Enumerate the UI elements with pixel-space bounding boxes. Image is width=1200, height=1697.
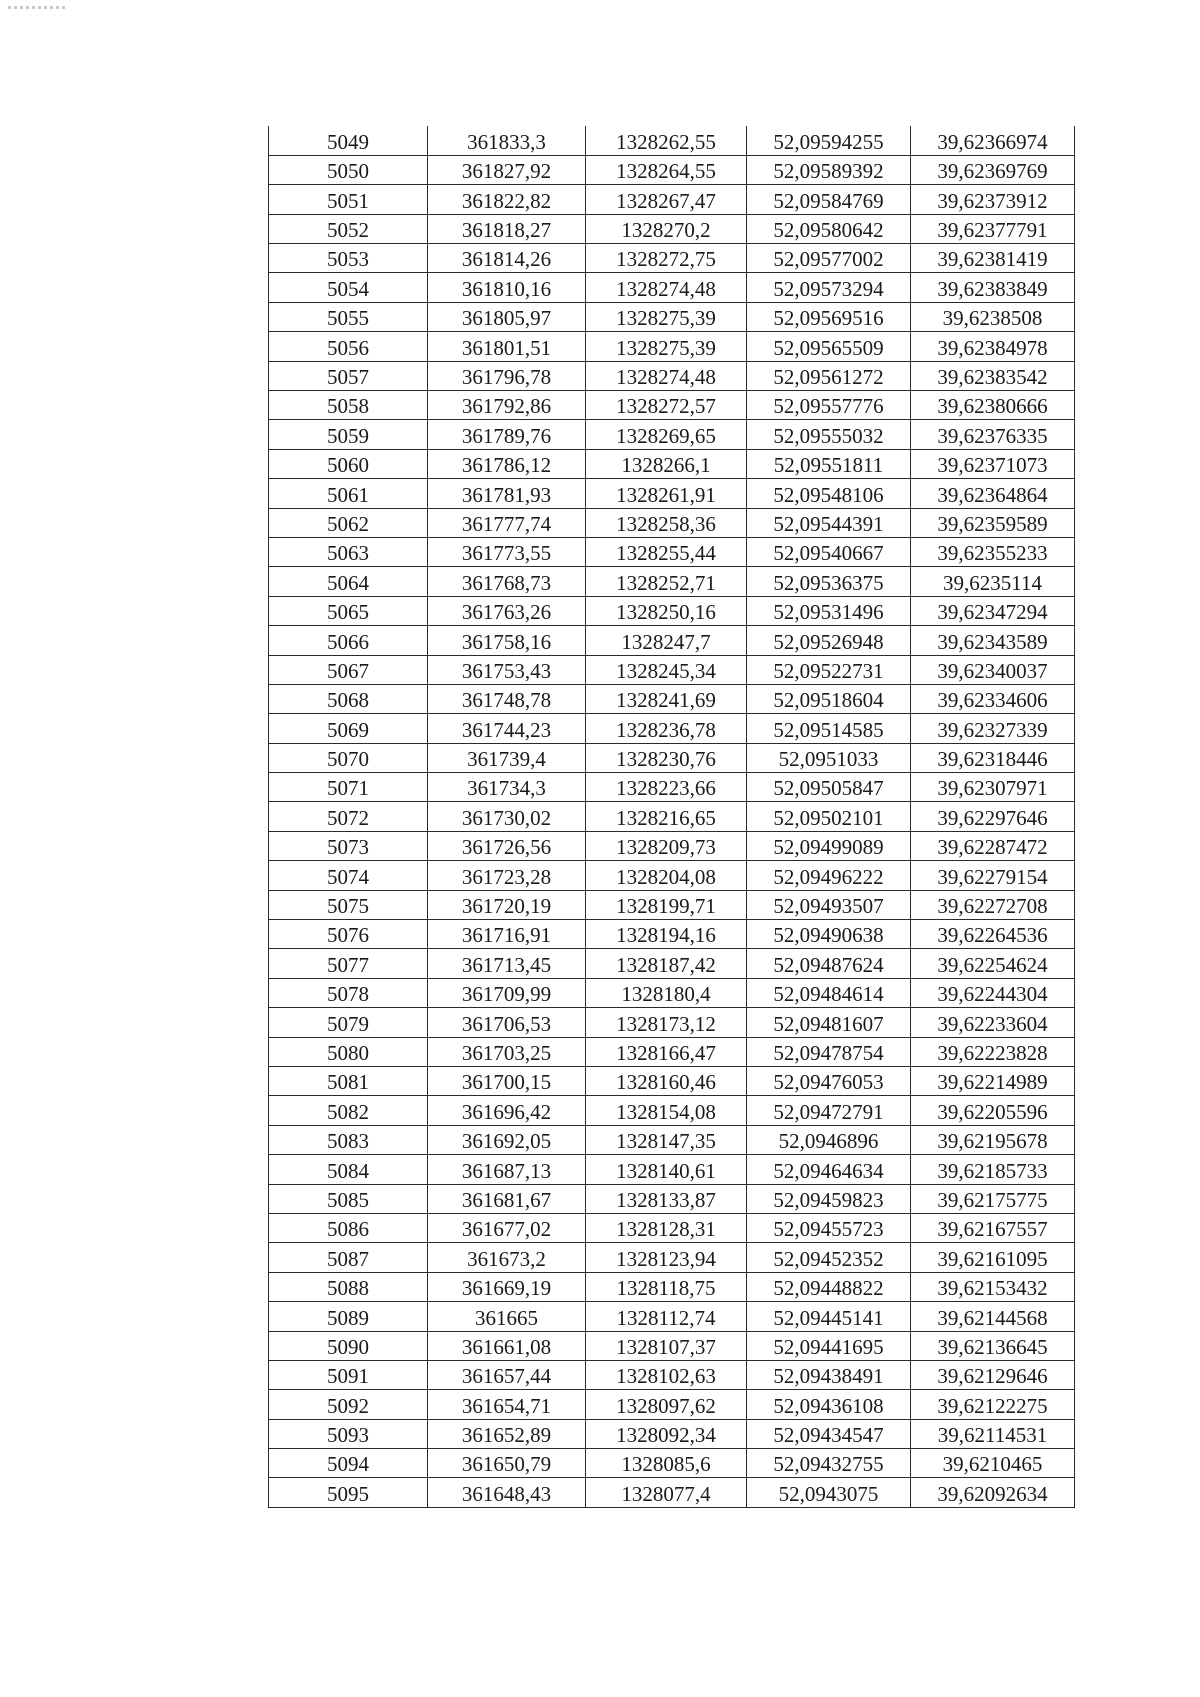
cell-coord-x: 361744,23: [428, 714, 586, 743]
table-row: [269, 890, 1075, 919]
cell-coord-y: 1328102,63: [586, 1360, 747, 1389]
cell-coord-x: 361758,16: [428, 626, 586, 655]
cell-latitude: 52,09452352: [747, 1243, 911, 1272]
table-row: [269, 1331, 1075, 1360]
cell-coord-y: 1328241,69: [586, 684, 747, 713]
cell-longitude: 39,62381419: [911, 244, 1075, 273]
cell-coord-x: 361753,43: [428, 655, 586, 684]
cell-coord-x: 361805,97: [428, 302, 586, 331]
cell-coord-y: 1328255,44: [586, 537, 747, 566]
cell-latitude: 52,09522731: [747, 655, 911, 684]
cell-point-number: 5067: [269, 655, 428, 684]
cell-coord-y: 1328187,42: [586, 949, 747, 978]
cell-latitude: 52,09531496: [747, 596, 911, 625]
cell-coord-y: 1328123,94: [586, 1243, 747, 1272]
cell-longitude: 39,62205596: [911, 1096, 1075, 1125]
cell-coord-y: 1328270,2: [586, 214, 747, 243]
cell-longitude: 39,62384978: [911, 332, 1075, 361]
cell-longitude: 39,62279154: [911, 861, 1075, 890]
cell-latitude: 52,0951033: [747, 743, 911, 772]
cell-longitude: 39,62355233: [911, 537, 1075, 566]
cell-point-number: 5061: [269, 479, 428, 508]
cell-longitude: 39,62369769: [911, 155, 1075, 184]
cell-point-number: 5068: [269, 684, 428, 713]
cell-point-number: 5073: [269, 831, 428, 860]
cell-point-number: 5074: [269, 861, 428, 890]
coordinates-table-container: [268, 126, 1074, 1508]
cell-latitude: 52,09555032: [747, 420, 911, 449]
table-row: [269, 596, 1075, 625]
cell-coord-y: 1328223,66: [586, 773, 747, 802]
cell-coord-y: 1328166,47: [586, 1037, 747, 1066]
table-row: [269, 978, 1075, 1007]
cell-point-number: 5072: [269, 802, 428, 831]
table-row: [269, 185, 1075, 214]
cell-latitude: 52,09445141: [747, 1302, 911, 1331]
cell-coord-x: 361792,86: [428, 391, 586, 420]
cell-point-number: 5052: [269, 214, 428, 243]
cell-latitude: 52,09496222: [747, 861, 911, 890]
cell-latitude: 52,09455723: [747, 1213, 911, 1242]
cell-longitude: 39,6210465: [911, 1449, 1075, 1478]
cell-longitude: 39,62318446: [911, 743, 1075, 772]
cell-coord-x: 361687,13: [428, 1155, 586, 1184]
cell-latitude: 52,09464634: [747, 1155, 911, 1184]
cell-coord-y: 1328247,7: [586, 626, 747, 655]
cell-coord-x: 361789,76: [428, 420, 586, 449]
cell-latitude: 52,09544391: [747, 508, 911, 537]
cell-coord-x: 361833,3: [428, 126, 586, 155]
cell-coord-x: 361810,16: [428, 273, 586, 302]
table-row: [269, 1155, 1075, 1184]
cell-coord-x: 361801,51: [428, 332, 586, 361]
cell-coord-x: 361730,02: [428, 802, 586, 831]
cell-coord-x: 361818,27: [428, 214, 586, 243]
cell-latitude: 52,09551811: [747, 449, 911, 478]
table-row: [269, 126, 1075, 155]
table-row: [269, 1243, 1075, 1272]
cell-latitude: 52,09584769: [747, 185, 911, 214]
cell-latitude: 52,09487624: [747, 949, 911, 978]
cell-coord-y: 1328140,61: [586, 1155, 747, 1184]
cell-coord-y: 1328272,57: [586, 391, 747, 420]
cell-coord-y: 1328266,1: [586, 449, 747, 478]
cell-longitude: 39,62373912: [911, 185, 1075, 214]
cell-longitude: 39,62343589: [911, 626, 1075, 655]
cell-longitude: 39,62233604: [911, 1008, 1075, 1037]
table-row: [269, 302, 1075, 331]
cell-coord-y: 1328118,75: [586, 1272, 747, 1301]
cell-point-number: 5094: [269, 1449, 428, 1478]
cell-longitude: 39,62376335: [911, 420, 1075, 449]
table-row: [269, 1449, 1075, 1478]
cell-latitude: 52,09577002: [747, 244, 911, 273]
cell-point-number: 5064: [269, 567, 428, 596]
cell-coord-x: 361650,79: [428, 1449, 586, 1478]
cell-coord-y: 1328194,16: [586, 920, 747, 949]
cell-coord-y: 1328204,08: [586, 861, 747, 890]
cell-coord-y: 1328154,08: [586, 1096, 747, 1125]
cell-longitude: 39,62136645: [911, 1331, 1075, 1360]
cell-point-number: 5084: [269, 1155, 428, 1184]
cell-longitude: 39,62264536: [911, 920, 1075, 949]
table-row: [269, 1419, 1075, 1448]
table-row: [269, 1067, 1075, 1096]
cell-coord-y: 1328199,71: [586, 890, 747, 919]
cell-coord-y: 1328147,35: [586, 1125, 747, 1154]
cell-longitude: 39,62214989: [911, 1067, 1075, 1096]
cell-longitude: 39,62371073: [911, 449, 1075, 478]
cell-coord-x: 361709,99: [428, 978, 586, 1007]
cell-coord-y: 1328252,71: [586, 567, 747, 596]
cell-latitude: 52,09536375: [747, 567, 911, 596]
cell-coord-y: 1328107,37: [586, 1331, 747, 1360]
cell-point-number: 5091: [269, 1360, 428, 1389]
table-row: [269, 1096, 1075, 1125]
cell-coord-y: 1328258,36: [586, 508, 747, 537]
cell-coord-x: 361713,45: [428, 949, 586, 978]
cell-latitude: 52,09569516: [747, 302, 911, 331]
cell-point-number: 5055: [269, 302, 428, 331]
cell-longitude: 39,62175775: [911, 1184, 1075, 1213]
cell-coord-y: 1328262,55: [586, 126, 747, 155]
cell-coord-y: 1328209,73: [586, 831, 747, 860]
cell-coord-x: 361652,89: [428, 1419, 586, 1448]
cell-longitude: 39,62347294: [911, 596, 1075, 625]
cell-point-number: 5050: [269, 155, 428, 184]
table-row: [269, 508, 1075, 537]
cell-coord-y: 1328236,78: [586, 714, 747, 743]
cell-coord-y: 1328250,16: [586, 596, 747, 625]
cell-latitude: 52,09484614: [747, 978, 911, 1007]
cell-longitude: 39,62153432: [911, 1272, 1075, 1301]
cell-coord-y: 1328180,4: [586, 978, 747, 1007]
cell-longitude: 39,62307971: [911, 773, 1075, 802]
cell-latitude: 52,09499089: [747, 831, 911, 860]
cell-longitude: 39,62383542: [911, 361, 1075, 390]
cell-latitude: 52,0946896: [747, 1125, 911, 1154]
table-row: [269, 861, 1075, 890]
cell-coord-x: 361654,71: [428, 1390, 586, 1419]
cell-coord-y: 1328173,12: [586, 1008, 747, 1037]
cell-coord-x: 361748,78: [428, 684, 586, 713]
cell-coord-y: 1328216,65: [586, 802, 747, 831]
cell-point-number: 5082: [269, 1096, 428, 1125]
cell-point-number: 5053: [269, 244, 428, 273]
cell-point-number: 5063: [269, 537, 428, 566]
table-row: [269, 773, 1075, 802]
cell-latitude: 52,09476053: [747, 1067, 911, 1096]
cell-latitude: 52,09502101: [747, 802, 911, 831]
cell-point-number: 5083: [269, 1125, 428, 1154]
cell-coord-x: 361739,4: [428, 743, 586, 772]
table-row: [269, 479, 1075, 508]
cell-latitude: 52,09573294: [747, 273, 911, 302]
cell-latitude: 52,09459823: [747, 1184, 911, 1213]
cell-point-number: 5089: [269, 1302, 428, 1331]
cell-point-number: 5076: [269, 920, 428, 949]
cell-longitude: 39,62334606: [911, 684, 1075, 713]
cell-coord-x: 361661,08: [428, 1331, 586, 1360]
cell-coord-x: 361796,78: [428, 361, 586, 390]
table-row: [269, 920, 1075, 949]
cell-longitude: 39,62366974: [911, 126, 1075, 155]
cell-longitude: 39,62272708: [911, 890, 1075, 919]
cell-point-number: 5049: [269, 126, 428, 155]
cell-coord-y: 1328085,6: [586, 1449, 747, 1478]
cell-coord-x: 361716,91: [428, 920, 586, 949]
table-row: [269, 155, 1075, 184]
table-row: [269, 743, 1075, 772]
table-row: [269, 626, 1075, 655]
cell-point-number: 5077: [269, 949, 428, 978]
cell-latitude: 52,09561272: [747, 361, 911, 390]
cell-point-number: 5065: [269, 596, 428, 625]
cell-point-number: 5054: [269, 273, 428, 302]
cell-coord-x: 361768,73: [428, 567, 586, 596]
table-row: [269, 1302, 1075, 1331]
table-row: [269, 420, 1075, 449]
table-row: [269, 714, 1075, 743]
cell-longitude: 39,62161095: [911, 1243, 1075, 1272]
table-row: [269, 831, 1075, 860]
table-row: [269, 449, 1075, 478]
table-row: [269, 949, 1075, 978]
cell-point-number: 5079: [269, 1008, 428, 1037]
cell-coord-x: 361723,28: [428, 861, 586, 890]
cell-latitude: 52,09580642: [747, 214, 911, 243]
table-row: [269, 655, 1075, 684]
cell-coord-x: 361677,02: [428, 1213, 586, 1242]
cell-longitude: 39,62244304: [911, 978, 1075, 1007]
table-row: [269, 684, 1075, 713]
table-row: [269, 567, 1075, 596]
cell-point-number: 5093: [269, 1419, 428, 1448]
cell-latitude: 52,09432755: [747, 1449, 911, 1478]
cell-longitude: 39,62122275: [911, 1390, 1075, 1419]
table-row: [269, 1037, 1075, 1066]
table-row: [269, 361, 1075, 390]
cell-coord-x: 361814,26: [428, 244, 586, 273]
cell-longitude: 39,62377791: [911, 214, 1075, 243]
cell-longitude: 39,62185733: [911, 1155, 1075, 1184]
cell-latitude: 52,09448822: [747, 1272, 911, 1301]
cell-latitude: 52,09514585: [747, 714, 911, 743]
cell-coord-x: 361726,56: [428, 831, 586, 860]
cell-longitude: 39,62383849: [911, 273, 1075, 302]
cell-coord-y: 1328275,39: [586, 302, 747, 331]
cell-coord-y: 1328274,48: [586, 273, 747, 302]
table-row: [269, 1478, 1075, 1507]
cell-coord-x: 361692,05: [428, 1125, 586, 1154]
cell-latitude: 52,09481607: [747, 1008, 911, 1037]
cell-coord-x: 361696,42: [428, 1096, 586, 1125]
table-row: [269, 1272, 1075, 1301]
cell-latitude: 52,09540667: [747, 537, 911, 566]
cell-coord-y: 1328097,62: [586, 1390, 747, 1419]
coordinates-table-body: [269, 126, 1075, 1507]
cell-latitude: 52,09518604: [747, 684, 911, 713]
table-row: [269, 391, 1075, 420]
cell-coord-y: 1328128,31: [586, 1213, 747, 1242]
cell-longitude: 39,6238508: [911, 302, 1075, 331]
table-row: [269, 332, 1075, 361]
cell-latitude: 52,0943075: [747, 1478, 911, 1507]
cell-point-number: 5081: [269, 1067, 428, 1096]
cell-coord-y: 1328092,34: [586, 1419, 747, 1448]
cell-point-number: 5059: [269, 420, 428, 449]
cell-point-number: 5090: [269, 1331, 428, 1360]
cell-coord-x: 361700,15: [428, 1067, 586, 1096]
table-row: [269, 1184, 1075, 1213]
cell-longitude: 39,62167557: [911, 1213, 1075, 1242]
cell-point-number: 5086: [269, 1213, 428, 1242]
cell-longitude: 39,62114531: [911, 1419, 1075, 1448]
cell-point-number: 5087: [269, 1243, 428, 1272]
cell-latitude: 52,09594255: [747, 126, 911, 155]
cell-longitude: 39,62195678: [911, 1125, 1075, 1154]
cell-longitude: 39,62380666: [911, 391, 1075, 420]
cell-coord-y: 1328230,76: [586, 743, 747, 772]
cell-coord-y: 1328112,74: [586, 1302, 747, 1331]
cell-latitude: 52,09441695: [747, 1331, 911, 1360]
cell-coord-y: 1328272,75: [586, 244, 747, 273]
cell-longitude: 39,62129646: [911, 1360, 1075, 1389]
cell-longitude: 39,62254624: [911, 949, 1075, 978]
cell-coord-x: 361781,93: [428, 479, 586, 508]
cell-latitude: 52,09438491: [747, 1360, 911, 1389]
cell-point-number: 5057: [269, 361, 428, 390]
cell-point-number: 5085: [269, 1184, 428, 1213]
cell-point-number: 5092: [269, 1390, 428, 1419]
cell-coord-y: 1328133,87: [586, 1184, 747, 1213]
cell-point-number: 5066: [269, 626, 428, 655]
cell-point-number: 5095: [269, 1478, 428, 1507]
cell-coord-x: 361773,55: [428, 537, 586, 566]
cell-coord-y: 1328275,39: [586, 332, 747, 361]
scan-artifact: [8, 6, 68, 9]
cell-point-number: 5051: [269, 185, 428, 214]
table-row: [269, 1213, 1075, 1242]
cell-coord-x: 361720,19: [428, 890, 586, 919]
cell-longitude: 39,62223828: [911, 1037, 1075, 1066]
table-row: [269, 1008, 1075, 1037]
cell-coord-x: 361827,92: [428, 155, 586, 184]
cell-longitude: 39,62359589: [911, 508, 1075, 537]
cell-coord-y: 1328269,65: [586, 420, 747, 449]
cell-latitude: 52,09589392: [747, 155, 911, 184]
cell-coord-y: 1328274,48: [586, 361, 747, 390]
cell-point-number: 5071: [269, 773, 428, 802]
cell-latitude: 52,09505847: [747, 773, 911, 802]
cell-coord-y: 1328261,91: [586, 479, 747, 508]
cell-coord-y: 1328245,34: [586, 655, 747, 684]
cell-longitude: 39,62287472: [911, 831, 1075, 860]
cell-latitude: 52,09557776: [747, 391, 911, 420]
cell-point-number: 5062: [269, 508, 428, 537]
cell-coord-y: 1328267,47: [586, 185, 747, 214]
cell-point-number: 5069: [269, 714, 428, 743]
cell-latitude: 52,09565509: [747, 332, 911, 361]
cell-point-number: 5080: [269, 1037, 428, 1066]
cell-point-number: 5060: [269, 449, 428, 478]
cell-coord-x: 361673,2: [428, 1243, 586, 1272]
cell-latitude: 52,09490638: [747, 920, 911, 949]
cell-longitude: 39,6235114: [911, 567, 1075, 596]
cell-point-number: 5078: [269, 978, 428, 1007]
coordinates-table: [268, 126, 1075, 1508]
cell-longitude: 39,62364864: [911, 479, 1075, 508]
cell-coord-x: 361657,44: [428, 1360, 586, 1389]
cell-coord-x: 361648,43: [428, 1478, 586, 1507]
cell-coord-x: 361669,19: [428, 1272, 586, 1301]
cell-point-number: 5058: [269, 391, 428, 420]
cell-coord-x: 361681,67: [428, 1184, 586, 1213]
table-row: [269, 537, 1075, 566]
cell-coord-y: 1328077,4: [586, 1478, 747, 1507]
cell-coord-y: 1328264,55: [586, 155, 747, 184]
cell-latitude: 52,09526948: [747, 626, 911, 655]
cell-longitude: 39,62092634: [911, 1478, 1075, 1507]
cell-longitude: 39,62340037: [911, 655, 1075, 684]
cell-coord-x: 361706,53: [428, 1008, 586, 1037]
cell-coord-x: 361822,82: [428, 185, 586, 214]
cell-latitude: 52,09434547: [747, 1419, 911, 1448]
cell-longitude: 39,62144568: [911, 1302, 1075, 1331]
table-row: [269, 244, 1075, 273]
cell-coord-x: 361777,74: [428, 508, 586, 537]
cell-longitude: 39,62297646: [911, 802, 1075, 831]
cell-point-number: 5070: [269, 743, 428, 772]
cell-coord-x: 361665: [428, 1302, 586, 1331]
cell-point-number: 5088: [269, 1272, 428, 1301]
cell-latitude: 52,09478754: [747, 1037, 911, 1066]
cell-point-number: 5056: [269, 332, 428, 361]
table-row: [269, 1360, 1075, 1389]
table-row: [269, 1125, 1075, 1154]
cell-coord-y: 1328160,46: [586, 1067, 747, 1096]
cell-point-number: 5075: [269, 890, 428, 919]
table-row: [269, 214, 1075, 243]
cell-coord-x: 361786,12: [428, 449, 586, 478]
cell-coord-x: 361734,3: [428, 773, 586, 802]
cell-latitude: 52,09436108: [747, 1390, 911, 1419]
table-row: [269, 273, 1075, 302]
cell-coord-x: 361703,25: [428, 1037, 586, 1066]
cell-latitude: 52,09548106: [747, 479, 911, 508]
cell-latitude: 52,09493507: [747, 890, 911, 919]
table-row: [269, 1390, 1075, 1419]
cell-coord-x: 361763,26: [428, 596, 586, 625]
cell-longitude: 39,62327339: [911, 714, 1075, 743]
cell-latitude: 52,09472791: [747, 1096, 911, 1125]
table-row: [269, 802, 1075, 831]
